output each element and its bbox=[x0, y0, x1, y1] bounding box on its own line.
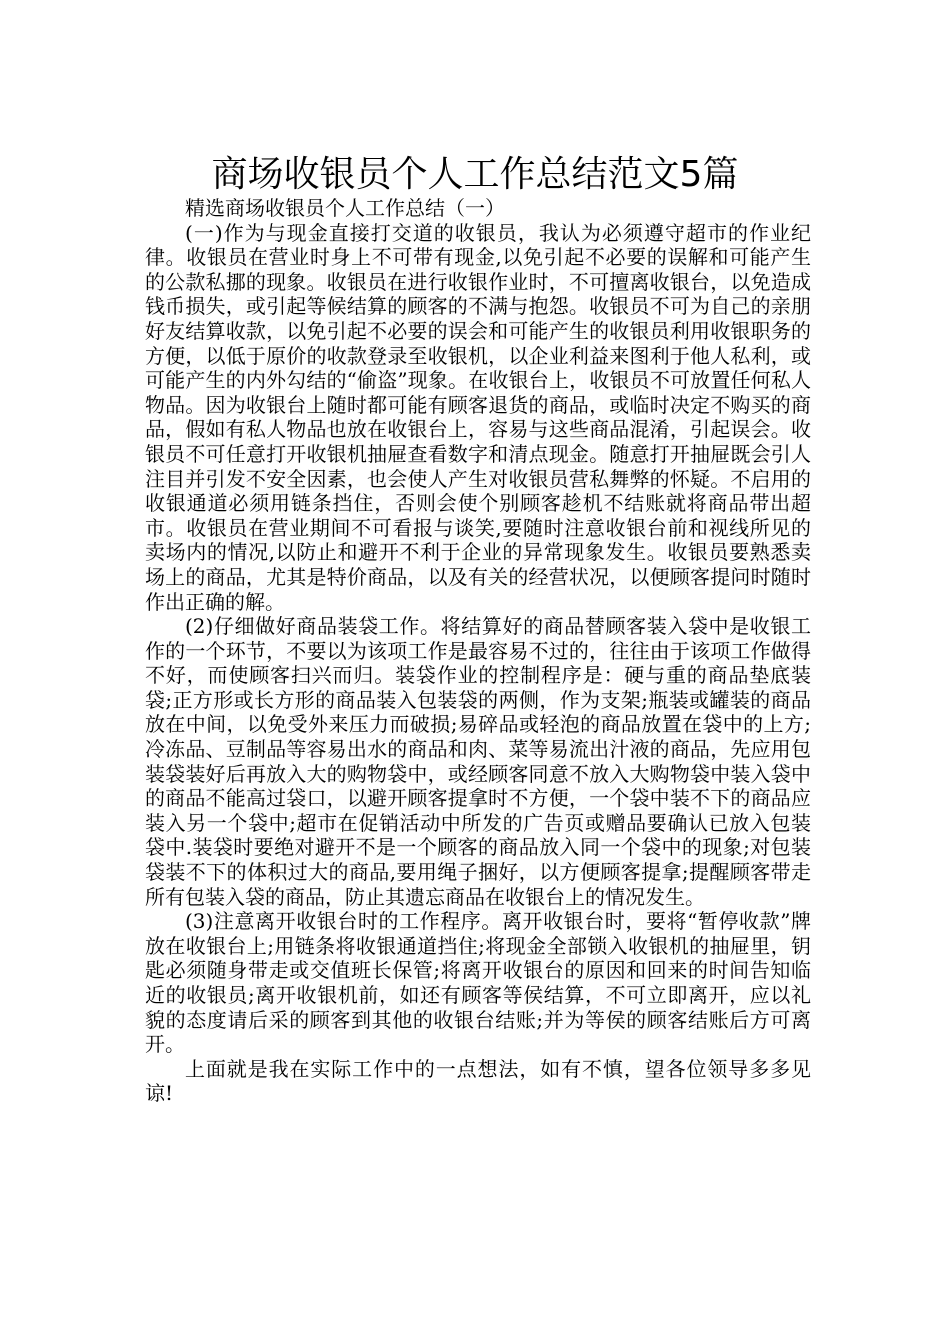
paragraph-3: (3)注意离开收银台时的工作程序。离开收银台时，要将“暂停收款”牌放在收银台上;用链条将收银通道挡住;将现金全部锁入收银机的抽屉里，钥匙必须随身带走或交值班长保管;将离开收银台的原因和回来的时间告知临近的收银员;离开收银机前，如还有顾客等侯结算，不可立即离开，应以礼貌的态度请后采的顾客到其他的收银台结账;并为等侯的顾客结账后方可离开。 bbox=[145, 909, 811, 1057]
section-heading: 精选商场收银员个人工作总结（一） bbox=[185, 196, 505, 220]
paragraph-1: (一)作为与现金直接打交道的收银员，我认为必须遵守超市的作业纪律。收银员在营业时身上不可带有现金,以免引起不必要的误解和可能产生的公款私挪的现象。收银员在进行收银作业时，不可擅离收银台，以免造成钱币损失，或引起等候结算的顾客的不满与抱怨。收银员不可为自己的亲朋好友结算收款，以免引起不必要的误会和可能产生的收银员利用收银职务的方便，以低于原价的收款登录至收银机，以企业利益来图利于他人私利，或可能产生的内外勾结的“偷盗”现象。在收银台上，收银员不可放置任何私人物品。因为收银台上随时都可能有顾客退货的商品，或临时决定不购买的商品，假如有私人物品也放在收银台上，容易与这些商品混淆，引起误会。收银员不可任意打开收银机抽屉查看数字和清点现金。随意打开抽屉既会引人注目并引发不安全因素，也会使人产生对收银员营私舞弊的怀疑。不启用的收银通道必须用链条挡住，否则会使个别顾客趁机不结账就将商品带出超市。收银员在营业期间不可看报与谈笑,要随时注意收银台前和视线所见的卖场内的情况,以防止和避开不利于企业的异常现象发生。收银员要熟悉卖场上的商品，尤其是特价商品，以及有关的经营状况，以便顾客提问时随时作出正确的解。 bbox=[145, 220, 811, 614]
paragraph-closing: 上面就是我在实际工作中的一点想法，如有不慎，望各位领导多多见谅! bbox=[145, 1056, 811, 1106]
paragraph-2: (2)仔细做好商品装袋工作。将结算好的商品替顾客装入袋中是收银工作的一个环节，不要以为该项工作是最容易不过的，往往由于该项工作做得不好，而使顾客扫兴而归。装袋作业的控制程序是：硬与重的商品垫底装袋;正方形或长方形的商品装入包装袋的两侧，作为支架;瓶装或罐装的商品放在中间，以免受外来压力而破损;易碎品或轻泡的商品放置在袋中的上方;冷冻品、豆制品等容易出水的商品和肉、菜等易流出汁液的商品，先应用包装袋装好后再放入大的购物袋中，或经顾客同意不放入大购物袋中装入袋中的商品不能高过袋口，以避开顾客提拿时不方便，一个袋中装不下的商品应装入另一个袋中;超市在促销活动中所发的广告页或赠品要确认已放入包装袋中.装袋时要绝对避开不是一个顾客的商品放入同一个袋中的现象;对包装袋装不下的体积过大的商品,要用绳子捆好，以方便顾客提拿;提醒顾客带走所有包装入袋的商品，防止其遗忘商品在收银台上的情况发生。 bbox=[145, 614, 811, 909]
document-body bbox=[145, 196, 811, 1106]
document-title: 商场收银员个人工作总结范文5篇 bbox=[211, 154, 739, 196]
